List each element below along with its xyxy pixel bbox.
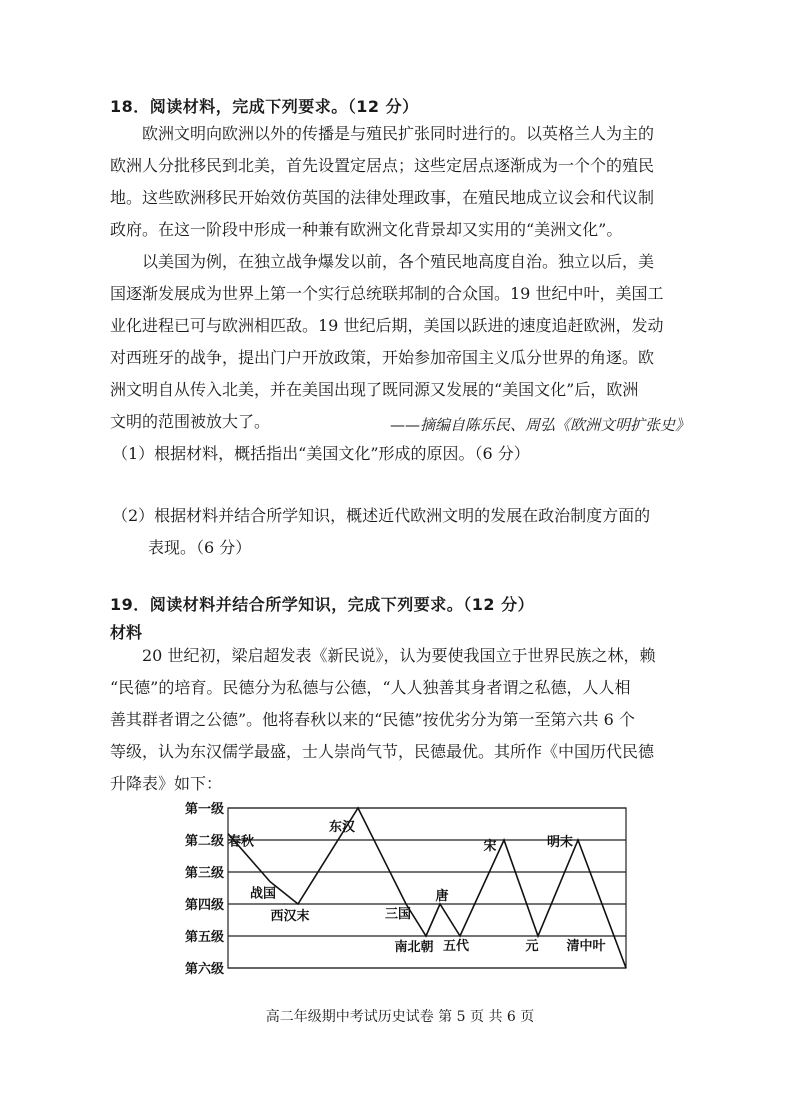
- y-level-label: 第四级: [184, 898, 224, 913]
- point-label: 西汉末: [270, 909, 310, 924]
- q18-p1-line: 欧洲人分批移民到北美，首先设置定居点；这些定居点逐渐成为一个个的殖民: [110, 156, 655, 175]
- y-level-label: 第三级: [184, 866, 224, 881]
- point-label: 三国: [384, 907, 412, 922]
- q18-p1-line: 政府。在这一阶段中形成一种兼有欧洲文化背景却又实用的“美洲文化”。: [110, 220, 623, 239]
- page-footer: 高二年级期中考试历史试卷 第 5 页 共 6 页: [265, 1009, 535, 1025]
- q18-p2-line: 洲文明自从传入北美，并在美国出现了既同源又发展的“美国文化”后，欧洲: [110, 380, 639, 399]
- q19-line: “民德”的培育。民德分为私德与公德，“人人独善其身者谓之私德，人人相: [110, 678, 631, 697]
- q18-paragraph-1: [110, 118, 700, 246]
- q18-sub-question-1: （1）根据材料，概括指出“美国文化”形成的原因。（6 分）: [112, 444, 530, 463]
- point-label: 战国: [250, 886, 277, 902]
- q18-p1-line: 欧洲文明向欧洲以外的传播是与殖民扩张同时进行的。以英格兰人为主的: [142, 124, 655, 143]
- q18-sub-question-2: [112, 500, 650, 564]
- q18-source: ——摘编自陈乐民、周弘《欧洲文明扩张史》: [389, 416, 690, 434]
- q18-p2-line: 文明的范围被放大了。: [110, 412, 271, 431]
- point-label: 五代: [442, 939, 470, 954]
- point-label: 宋: [483, 839, 497, 854]
- q18-p2-line: 业化进程已可与欧洲相匹敌。19 世纪后期，美国以跃进的速度追赶欧洲，发动: [110, 316, 664, 335]
- q18-p2-line: 对西班牙的战争，提出门户开放政策，开始参加帝国主义瓜分世界的角逐。欧: [110, 348, 655, 367]
- minde-chart: [160, 796, 640, 976]
- q19-line: 善其群者谓之公德”。他将春秋以来的“民德”按优劣分为第一至第六共 6 个: [110, 710, 635, 729]
- point-label: 清中叶: [566, 939, 606, 954]
- q19-title: 19．阅读材料并结合所学知识，完成下列要求。（12 分）: [110, 595, 535, 614]
- point-label: 元: [525, 939, 539, 954]
- q18-p2-line: 国逐渐发展成为世界上第一个实行总统联邦制的合众国。19 世纪中叶，美国工: [110, 284, 664, 303]
- point-label: 春秋: [228, 834, 255, 850]
- y-level-label: 第六级: [184, 962, 224, 976]
- point-label: 明末: [546, 835, 574, 850]
- q18-sub2-line2: 表现。（6 分）: [148, 538, 252, 557]
- q18-p2-line: 以美国为例，在独立战争爆发以前，各个殖民地高度自治。独立以后，美: [142, 252, 655, 271]
- point-label: 南北朝: [394, 940, 434, 955]
- point-label: 唐: [435, 889, 449, 904]
- q18-paragraph-2: [110, 246, 700, 438]
- y-level-label: 第二级: [184, 834, 224, 849]
- q18-title: 18．阅读材料，完成下列要求。（12 分）: [110, 97, 419, 116]
- q19-line: 20 世纪初，梁启超发表《新民说》，认为要使我国立于世界民族之林，赖: [142, 646, 656, 665]
- point-label: 东汉: [328, 820, 356, 835]
- y-level-label: 第一级: [184, 802, 224, 817]
- q19-paragraph: [110, 640, 700, 800]
- q18-sub2-line1: （2）根据材料并结合所学知识，概述近代欧洲文明的发展在政治制度方面的: [112, 506, 651, 525]
- q19-material-label: 材料: [110, 623, 143, 642]
- q18-p1-line: 地。这些欧洲移民开始效仿英国的法律处理政事，在殖民地成立议会和代议制: [110, 188, 655, 207]
- q19-line: 等级，认为东汉儒学最盛，士人崇尚气节，民德最优。其所作《中国历代民德: [110, 742, 655, 761]
- y-level-label: 第五级: [184, 930, 224, 945]
- q19-line: 升降表》如下：: [110, 774, 223, 793]
